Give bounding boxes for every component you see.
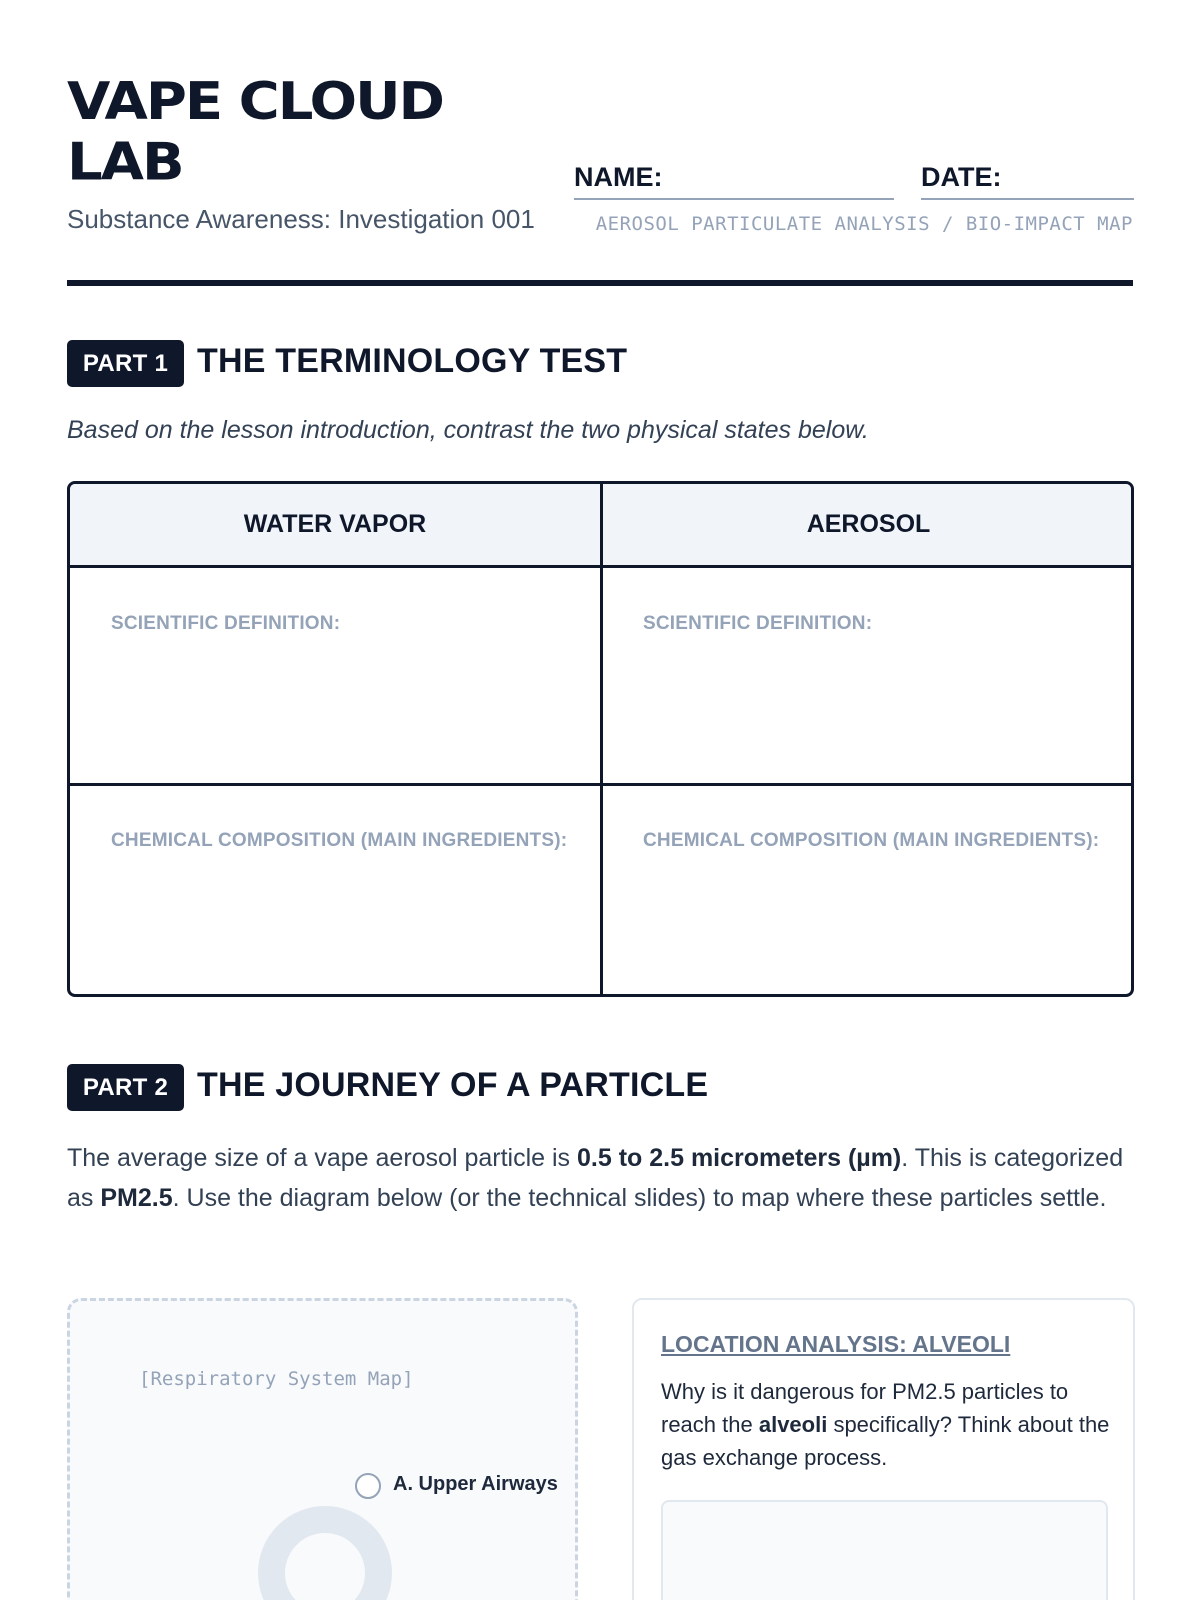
table-row-divider xyxy=(70,783,1131,786)
intro-text-segment: The average size of a vape aerosol particle is xyxy=(67,1144,577,1172)
column-heading-aerosol: AEROSOL xyxy=(603,484,1134,568)
question-text-segment: Why is it dangerous for PM2.5 particles to reach the xyxy=(661,1379,1069,1437)
water-vapor-composition-label[interactable]: CHEMICAL COMPOSITION (MAIN INGREDIENTS): xyxy=(111,830,568,851)
part-2-title: THE JOURNEY OF A PARTICLE xyxy=(197,1066,709,1104)
comparison-table xyxy=(67,481,1134,997)
upper-airways-label: A. Upper Airways xyxy=(393,1473,558,1495)
alveoli-answer-box[interactable] xyxy=(661,1500,1108,1600)
part-1-badge: PART 1 xyxy=(67,340,184,387)
aerosol-composition-label[interactable]: CHEMICAL COMPOSITION (MAIN INGREDIENTS): xyxy=(643,830,1100,851)
location-analysis-title: LOCATION ANALYSIS: ALVEOLI xyxy=(661,1331,1011,1357)
name-field[interactable] xyxy=(574,198,894,200)
title-line-1: VAPE CLOUD xyxy=(67,72,444,132)
question-text-segment: specifically? Think about the gas exchange process. xyxy=(661,1412,1110,1470)
worksheet-subtitle: Substance Awareness: Investigation 001 xyxy=(67,204,535,234)
date-label: DATE: xyxy=(921,162,1002,192)
intro-text-segment: . This is categorized as xyxy=(67,1144,1124,1212)
particle-size-emphasis: 0.5 to 2.5 micrometers (µm) xyxy=(577,1144,902,1172)
upper-airways-radio[interactable] xyxy=(355,1473,381,1499)
part-1-instruction: Based on the lesson introduction, contrast the two physical states below. xyxy=(67,416,869,444)
date-field[interactable] xyxy=(921,198,1134,200)
table-column-divider xyxy=(600,484,603,994)
part-2-intro-text xyxy=(67,1138,1133,1218)
location-analysis-card xyxy=(632,1298,1135,1600)
location-analysis-question xyxy=(661,1375,1111,1474)
water-vapor-definition-label[interactable]: SCIENTIFIC DEFINITION: xyxy=(111,613,341,634)
column-heading-water-vapor: WATER VAPOR xyxy=(70,484,600,568)
header-divider xyxy=(67,280,1133,286)
alveoli-emphasis: alveoli xyxy=(758,1412,828,1437)
aerosol-definition-label[interactable]: SCIENTIFIC DEFINITION: xyxy=(643,613,873,634)
intro-text-segment: . Use the diagram below (or the technical slides) to map where these particles settle. xyxy=(172,1184,1107,1212)
worksheet-title xyxy=(67,72,567,193)
respiratory-map-placeholder xyxy=(67,1298,578,1600)
pm25-emphasis: PM2.5 xyxy=(100,1184,173,1212)
part-1-title: THE TERMINOLOGY TEST xyxy=(197,342,628,380)
map-caption: [Respiratory System Map] xyxy=(139,1368,414,1390)
worksheet-tagline: AEROSOL PARTICULATE ANALYSIS / BIO-IMPACT MAP xyxy=(595,213,1133,235)
airway-ring-icon xyxy=(258,1506,392,1600)
name-label: NAME: xyxy=(574,162,663,192)
part-2-badge: PART 2 xyxy=(67,1064,184,1111)
title-line-2: LAB xyxy=(67,132,183,193)
